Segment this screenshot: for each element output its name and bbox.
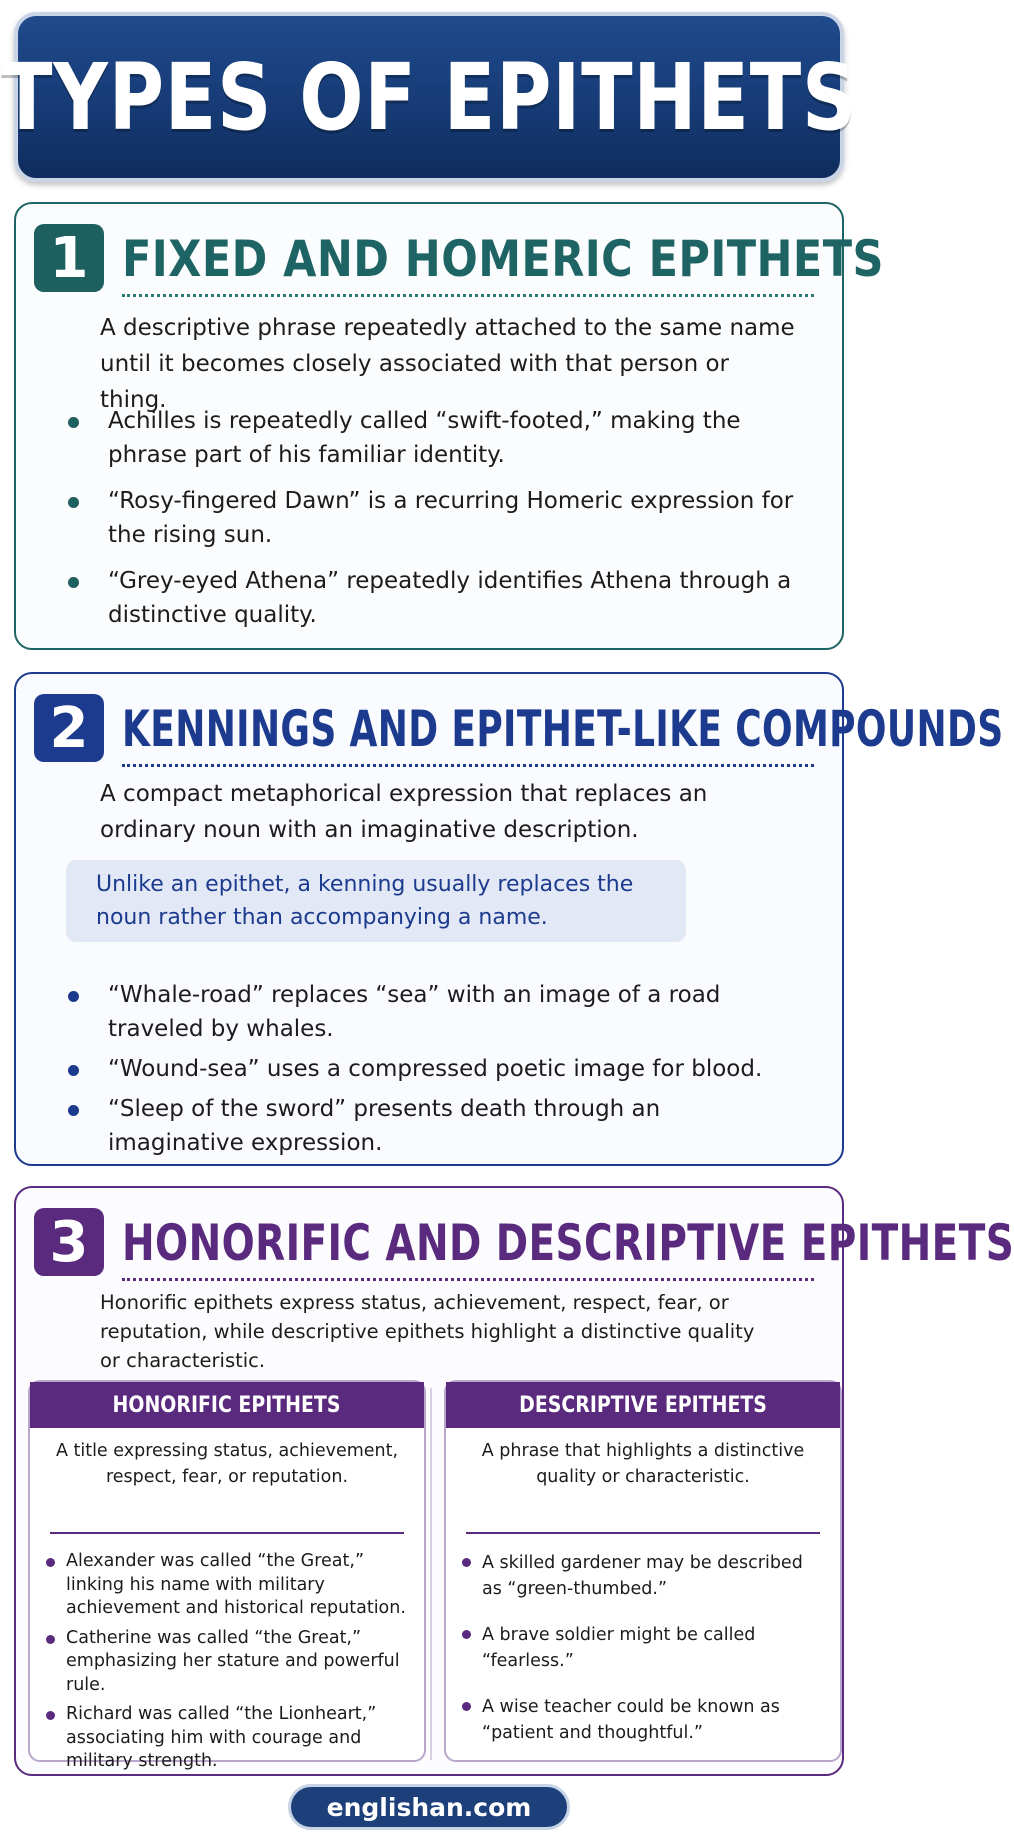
column-heading-label: DESCRIPTIVE EPITHETS [519,1392,767,1418]
list-item: Richard was called “the Lionheart,” associating him with courage and military strength. [44,1703,410,1774]
section-definition: Honorific epithets express status, achievement, respect, fear, or reputation, while descriptive epithets highlight a distinctive quality or characteristic. [100,1291,755,1372]
column-separator [430,1388,432,1760]
column-definition: A title expressing status, achievement, respect, fear, or reputation. [55,1441,399,1487]
column-heading [30,1382,424,1428]
section-kennings [14,672,1004,1166]
section-title: HONORIFIC AND DESCRIPTIVE EPITHETS [122,1214,1014,1272]
section-fixed-homeric [14,202,884,650]
descriptive-column [444,1380,842,1762]
section-header [34,688,1004,768]
dotted-divider [122,764,814,767]
note-callout: Unlike an epithet, a kenning usually replaces the noun rather than accompanying a name. [66,860,686,942]
title-banner [0,12,858,182]
example-list [66,404,802,644]
section-honorific-descriptive [14,1186,1014,1776]
section-definition: A descriptive phrase repeatedly attached to the same name until it becomes closely associated with that person or thing. [100,315,795,413]
section-header [34,1202,1014,1282]
site-footer-link[interactable]: englishan.com [288,1784,570,1830]
list-item: Achilles is repeatedly called “swift-footed,” making the phrase part of his familiar identity. [66,404,802,472]
list-item: A skilled gardener may be described as “green-thumbed.” [460,1550,826,1602]
list-item: “Sleep of the sword” presents death through an imaginative expression. [66,1092,802,1160]
section-title: KENNINGS AND EPITHET-LIKE COMPOUNDS [122,700,1004,758]
page-title: TYPES OF EPITHETS [0,43,858,151]
section-number-badge: 1 [34,224,104,292]
list-item: Catherine was called “the Great,” emphasizing her stature and powerful rule. [44,1627,410,1698]
list-item: “Grey-eyed Athena” repeatedly identifies Athena through a distinctive quality. [66,564,802,632]
dotted-divider [122,294,814,297]
column-example-list [30,1534,424,1774]
section-header [34,218,884,298]
list-item: “Wound-sea” uses a compressed poetic image for blood. [66,1052,802,1086]
section-title: FIXED AND HOMERIC EPITHETS [122,230,884,288]
honorific-column [28,1380,426,1771]
example-list [66,978,802,1166]
column-definition: A phrase that highlights a distinctive quality or characteristic. [481,1441,805,1487]
list-item: A brave soldier might be called “fearless.” [460,1622,826,1674]
list-item: A wise teacher could be known as “patient and thoughtful.” [460,1694,826,1746]
column-heading [446,1382,840,1428]
section-number-badge: 2 [34,694,104,762]
list-item: Alexander was called “the Great,” linking his name with military achievement and historical reputation. [44,1550,410,1621]
column-example-list [446,1534,840,1746]
section-number-badge: 3 [34,1208,104,1276]
dotted-divider [122,1278,814,1281]
list-item: “Rosy-fingered Dawn” is a recurring Homeric expression for the rising sun. [66,484,802,552]
section-definition: A compact metaphorical expression that replaces an ordinary noun with an imaginative description. [100,781,708,843]
column-heading-label: HONORIFIC EPITHETS [113,1392,341,1418]
list-item: “Whale-road” replaces “sea” with an image of a road traveled by whales. [66,978,802,1046]
